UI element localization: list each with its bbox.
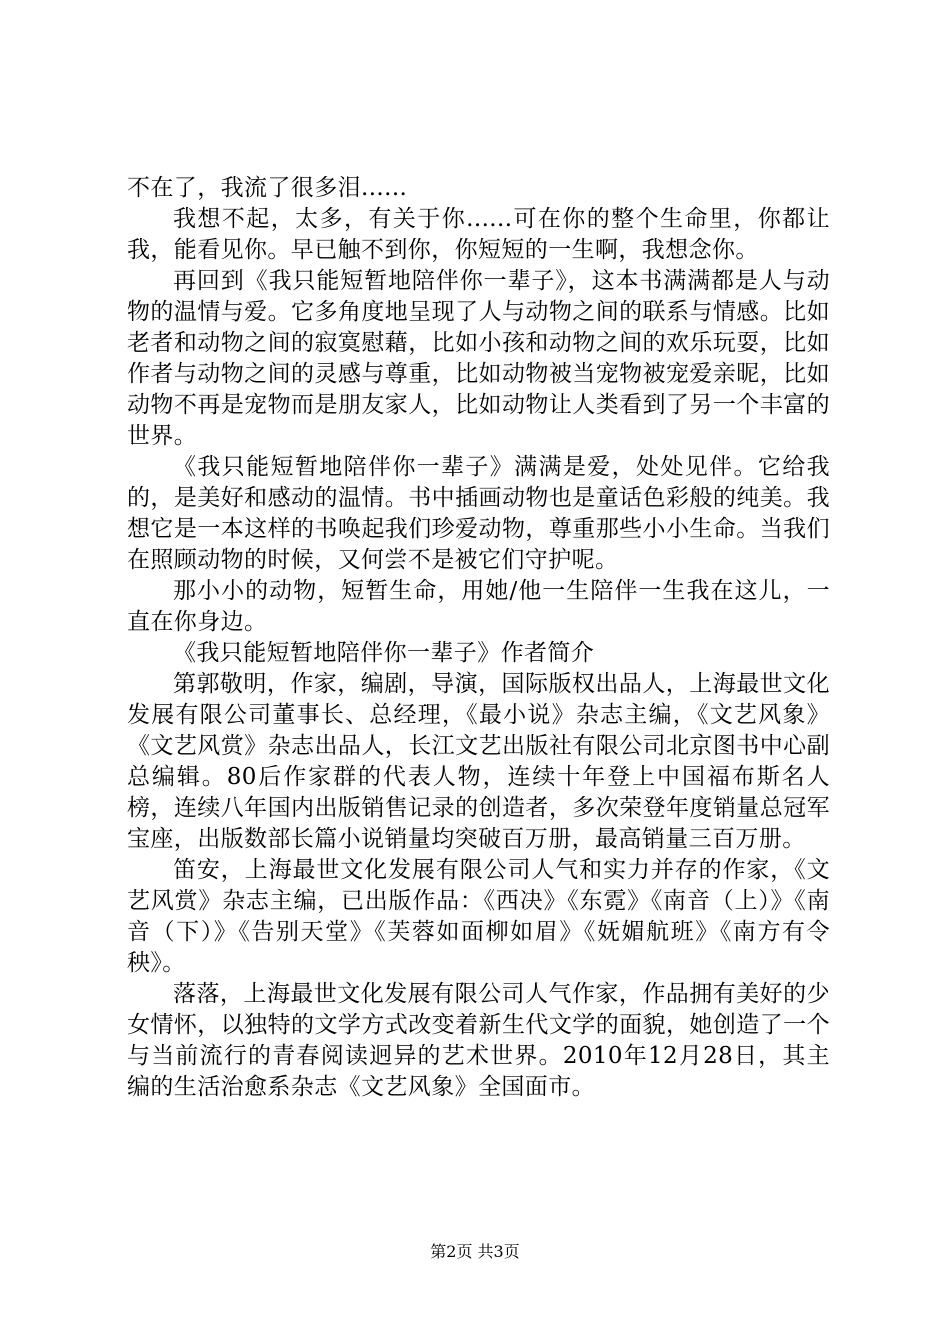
paragraph: 笛安，上海最世文化发展有限公司人气和实力并存的作家，《文艺风赏》杂志主编，已出版作品：《西决》《东霓》《南音（上）》《南音（下）》《告别天堂》《芙蓉如面柳如眉》《妩媚航班》《南方有令秧》。: [127, 857, 830, 976]
page-number-footer: 第2页 共3页: [430, 1242, 520, 1261]
paragraph: 再回到《我只能短暂地陪伴你一辈子》，这本书满满都是人与动物的温情与爱。它多角度地呈现了人与动物之间的联系与情感。比如老者和动物之间的寂寞慰藉，比如小孩和动物之间的欢乐玩耍，比如作者与动物之间的灵感与尊重，比如动物被当宠物被宠爱亲昵，比如动物不再是宠物而是朋友家人，比如动物让人类看到了另一个丰富的世界。: [127, 268, 830, 449]
paragraph: 不在了，我流了很多泪......: [127, 175, 408, 201]
section-heading: 《我只能短暂地陪伴你一辈子》作者简介: [173, 640, 595, 666]
paragraph: 第郭敬明，作家，编剧，导演，国际版权出品人，上海最世文化发展有限公司董事长、总经理，《最小说》杂志主编，《文艺风象》《文艺风赏》杂志出品人，长江文艺出版社有限公司北京图书中心副总编辑。80后作家群的代表人物，连续十年登上中国福布斯名人榜，连续八年国内出版销售记录的创造者，多次荣登年度销量总冠军宝座，出版数部长篇小说销量均突破百万册，最高销量三百万册。: [127, 671, 830, 852]
document-body: [127, 173, 830, 1103]
paragraph: 那小小的动物，短暂生命，用她/他一生陪伴一生我在这儿，一直在你身边。: [127, 578, 830, 635]
paragraph: 我想不起，太多，有关于你......可在你的整个生命里，你都让我，能看见你。早已触不到你，你短短的一生啊，我想念你。: [127, 206, 830, 263]
paragraph: 落落，上海最世文化发展有限公司人气作家，作品拥有美好的少女情怀，以独特的文学方式改变着新生代文学的面貌，她创造了一个与当前流行的青春阅读迥异的艺术世界。2010年12月28日，其主编的生活治愈系杂志《文艺风象》全国面市。: [127, 981, 830, 1100]
paragraph: 《我只能短暂地陪伴你一辈子》满满是爱，处处见伴。它给我的，是美好和感动的温情。书中插画动物也是童话色彩般的纯美。我想它是一本这样的书唤起我们珍爱动物，尊重那些小小生命。当我们在照顾动物的时候，又何尝不是被它们守护呢。: [127, 454, 830, 573]
